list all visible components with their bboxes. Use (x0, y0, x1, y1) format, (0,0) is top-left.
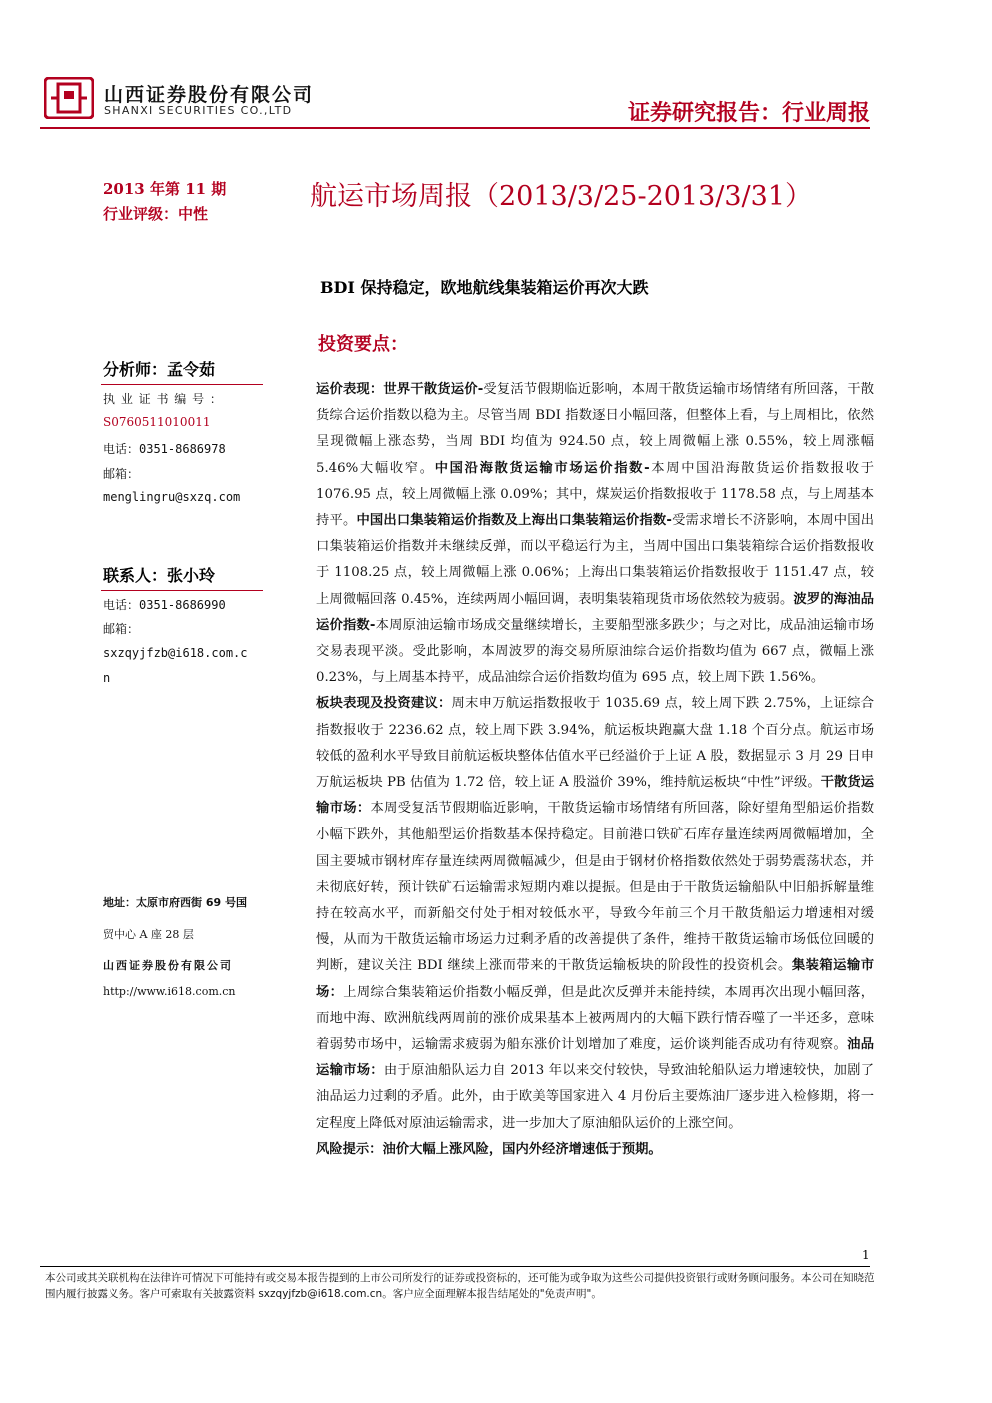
sidebar-divider (101, 384, 263, 385)
header-divider (40, 127, 870, 129)
report-body (316, 377, 874, 1163)
keyword: 集装箱运输市场： (316, 958, 875, 1000)
keyword: 中国出口集装箱运价指数及上海出口集装箱运价指数- (356, 513, 672, 529)
address-company: 山西证券股份有限公司 (103, 959, 233, 972)
company-name-cn: 山西证券股份有限公司 (104, 84, 315, 106)
keyword: 板块表现及投资建议： (316, 696, 452, 712)
body-text: 上周综合集装箱运价指数小幅反弹，但是此次反弹并未能持续，本周再次出现小幅回落，而地中海、欧洲航线两周前的涨价成果基本上被两周内的大幅下跌行情吞噬了一半还多，意味着弱势市场中，运输需求疲弱为船东涨价计划增加了难度，运价谈判能否成功有待观察。 (316, 984, 875, 1053)
analyst-license-label: 执 业 证 书 编 号 ： (103, 392, 223, 406)
keyword: 波罗的海油品运价指数- (316, 591, 875, 633)
body-text: 本周中国沿海散货运价指数报收于 1076.95 点，较上周微幅上涨 0.09%；其中，煤炭运价指数报收于 1178.58 点，与上周基本持平。 (316, 460, 875, 529)
body-text: 受复活节假期临近影响，本周干散货运输市场情绪有所回落，干散货综合运价指数以稳为主。尽管当周 BDI 指数逐日小幅回落，但整体上看，与上周相比，依然呈现微幅上涨态势，当周 BDI 均值为 924.50 点，较上周微幅上涨 0.55%，较上周涨幅 5.46%大幅收窄。 (316, 382, 874, 476)
body-text: 本周受复活节假期临近影响，干散货运输市场情绪有所回落，除好望角型船运价指数小幅下跌外，其他船型运价指数基本保持稳定。目前港口铁矿石库存量连续两周微幅增加，全国主要城市钢材库存量连续两周微幅减少，但是由于钢材价格指数依然处于弱势震荡状态，并未彻底好转，预计铁矿石运输需求短期内难以提振。但是由于干散货运输船队中旧船拆解量维持在较高水平，而新船交付处于相对较低水平，导致今年前三个月干散货船运力增速相对缓慢，从而为干散货运输市场运力过剩矛盾的改善提供了条件，维持干散货运输市场低位回暖的判断，建议关注 BDI 继续上涨而带来的干散货运输板块的阶段性的投资机会。 (316, 801, 875, 974)
disclaimer-text: 本公司或其关联机构在法律许可情况下可能持有或交易本报告提到的上市公司所发行的证券或投资标的，还可能为或争取为这些公司提供投资银行或财务顾问服务。本公司在知晓范围内履行披露义务。客户可索取有关披露资料 sxzqyjfzb@i618.com.cn。客户应全面理解本报告结尾处的"免责声明"。 (45, 1272, 875, 1300)
keyword: 运价表现：世界干散货运价- (316, 382, 484, 397)
body-paragraph-sector (316, 691, 874, 1136)
page-title: 航运市场周报（2013/3/25-2013/3/31） (310, 181, 813, 212)
keyword: 干散货运输市场： (316, 775, 874, 817)
address-line-2: 贸中心 A 座 28 层 (103, 928, 194, 941)
issue-number: 2013 年第 11 期 (103, 180, 227, 198)
analyst-name: 分析师：孟令茹 (103, 360, 216, 379)
contact-email-label: 邮箱： (103, 622, 140, 636)
company-logo (44, 77, 94, 119)
report-subtitle: BDI 保持稳定，欧地航线集装箱运价再次大跌 (320, 278, 649, 297)
contact-email-continued: n (103, 671, 111, 685)
contact-phone: 电话：0351-8686990 (103, 598, 226, 612)
analyst-email-label: 邮箱： (103, 467, 140, 481)
footer-divider (40, 1266, 870, 1267)
contact-name: 联系人：张小玲 (103, 566, 216, 585)
report-type-label: 证券研究报告：行业周报 (627, 101, 870, 126)
body-text: 受需求增长不济影响，本周中国出口集装箱运价指数并未继续反弹，而以平稳运行为主，当周中国出口集装箱综合运价指数报收于 1108.25 点，较上周微幅上涨 0.06%；上海出口集装箱运价指数报收于 1151.47 点，较上周微幅回落 0.45%，连续两周小幅回调，表明集装箱现货市场依然较为疲弱。 (316, 513, 875, 607)
address-line-1: 地址：太原市府西街 69 号国 (103, 896, 247, 909)
body-text: 本周原油运输市场成交量继续增长，主要船型涨多跌少；与之对比，成品油运输市场交易表现平淡。受此影响，本周波罗的海交易所原油综合运价指数均值为 667 点，微幅上涨 0.23%，与上周基本持平，成品油综合运价指数均值为 695 点，较上周下跌 1.56%。 (316, 617, 874, 686)
keyword: 油品运输市场： (316, 1037, 875, 1079)
key-points-heading: 投资要点： (318, 334, 408, 355)
contact-email-link[interactable]: sxzqyjfzb@i618.com.c (103, 646, 248, 660)
analyst-phone: 电话：0351-8686978 (103, 442, 226, 456)
body-text: 周末申万航运指数报收于 1035.69 点，较上周下跌 2.75%，上证综合指数报收于 2236.62 点，较上周下跌 3.94%，航运板块跑赢大盘 1.18 个百分点。航运市场较低的盈利水平导致目前航运板块整体估值水平已经溢价于上证 A 股，数据显示 3 月 29 日申万航运板块 PB 估值为 1.72 倍，较上证 A 股溢价 39%，维持航运板块“中性”评级。 (316, 696, 874, 791)
company-name-en: SHANXI SECURITIES CO.,LTD (104, 104, 293, 117)
page-number: 1 (862, 1248, 870, 1262)
sidebar-divider (101, 590, 263, 591)
body-paragraph-freight (316, 377, 874, 691)
industry-rating: 行业评级：中性 (103, 205, 209, 223)
analyst-email-link[interactable]: menglingru@sxzq.com (103, 490, 241, 504)
risk-warning: 风险提示：油价大幅上涨风险，国内外经济增速低于预期。 (316, 1141, 662, 1157)
body-text: 由于原油船队运力自 2013 年以来交付较快，导致油轮船队运力增速较快，加剧了油品运力过剩的矛盾。此外，由于欧美等国家进入 4 月份后主要炼油厂逐步进入检修期，将一定程度上降低对原油运输需求，进一步加大了原油船队运价的上涨空间。 (316, 1063, 875, 1131)
keyword: 中国沿海散货运输市场运价指数- (434, 460, 650, 476)
analyst-license-number: S0760511010011 (103, 415, 211, 429)
company-website-link[interactable]: http://www.i618.com.cn (103, 985, 236, 998)
